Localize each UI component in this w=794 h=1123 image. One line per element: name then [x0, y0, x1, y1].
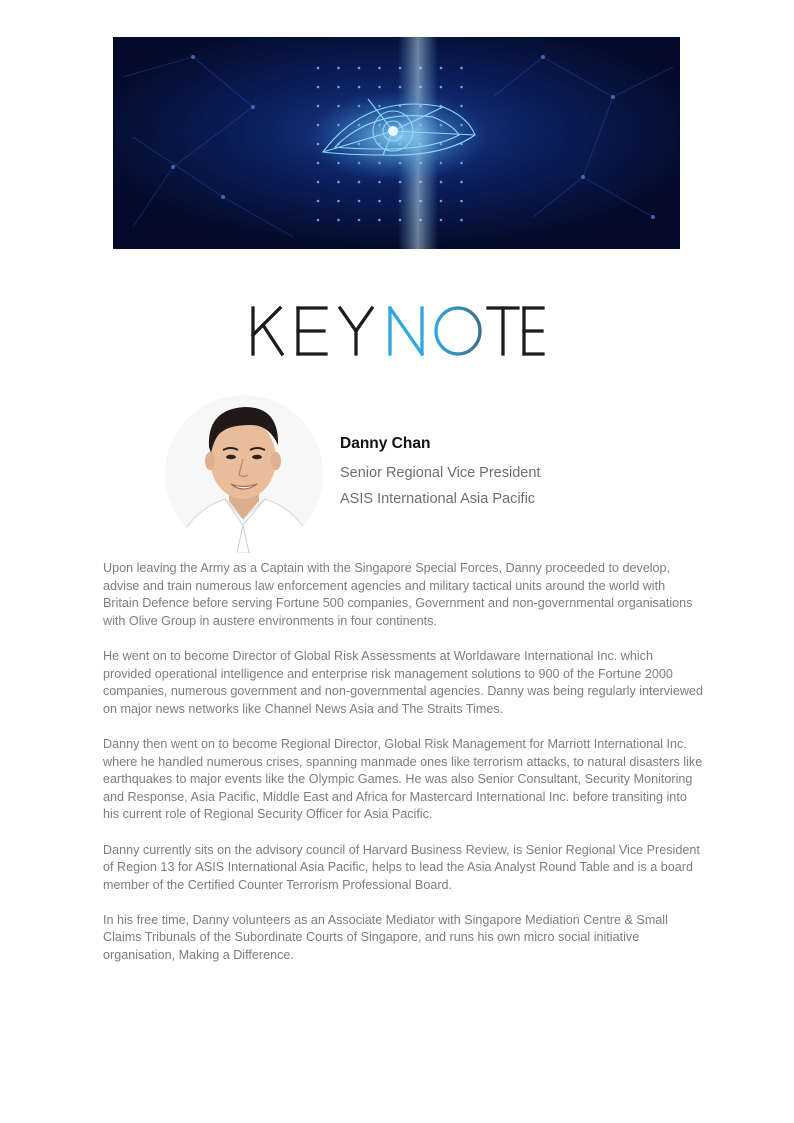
- banner-dot: [440, 181, 443, 184]
- banner-dot: [460, 67, 463, 70]
- banner-dot: [358, 67, 361, 70]
- speaker-title: Senior Regional Vice President: [340, 465, 541, 481]
- banner-dot: [317, 105, 320, 108]
- banner-dot: [317, 181, 320, 184]
- speaker-name: Danny Chan: [340, 435, 431, 452]
- banner-dot: [337, 181, 340, 184]
- bio-paragraph: Upon leaving the Army as a Captain with the Singapore Special Forces, Danny proceeded to develop, advise and train numerous law enforcement agencies and military tactical units around the world with Britain Defence before serving Fortune 500 companies, Government and non-governmental organisations with Olive Group in austere environments in four continents.: [103, 561, 693, 628]
- banner-dot: [317, 200, 320, 203]
- banner-dot: [460, 219, 463, 222]
- banner-dot: [378, 200, 381, 203]
- bio-paragraph: Danny currently sits on the advisory council of Harvard Business Review, is Senior Regional Vice President of Region 13 for ASIS International Asia Pacific, helps to lead the Asia Analyst Round Table and is a board member of the Certified Counter Terrorism Professional Board.: [103, 842, 700, 892]
- banner-dot: [378, 219, 381, 222]
- banner-dot: [317, 86, 320, 89]
- bio-paragraph: Danny then went on to become Regional Director, Global Risk Management for Marriott International Inc. where he handled numerous crises, spanning manmade ones like terrorism attacks, to natural disasters like earthquakes to major events like the Olympic Games. He was also Senior Consultant, Security Monitoring and Response, Asia Pacific, Middle East and Africa for Mastercard International Inc. before transiting into his current role of Regional Security Officer for Asia Pacific.: [103, 736, 703, 822]
- banner-dot: [337, 200, 340, 203]
- banner-dot: [460, 181, 463, 184]
- banner-dot: [440, 86, 443, 89]
- banner-image: [113, 37, 680, 249]
- speaker-photo: [165, 395, 323, 553]
- banner-dot: [337, 86, 340, 89]
- banner-dot: [358, 86, 361, 89]
- banner-dot: [378, 86, 381, 89]
- banner-dot: [337, 67, 340, 70]
- banner-dot: [317, 67, 320, 70]
- banner-dot: [378, 67, 381, 70]
- banner-dot: [358, 181, 361, 184]
- keynote-logo: [250, 305, 545, 357]
- banner-dot: [317, 162, 320, 165]
- banner-dot: [337, 219, 340, 222]
- banner-dot: [358, 200, 361, 203]
- banner-dot: [460, 200, 463, 203]
- speaker-bio: [103, 560, 703, 982]
- bio-paragraph: He went on to become Director of Global Risk Assessments at Worldaware International Inc. which provided operational intelligence and enterprise risk management solutions to 900 of the Fortune 2000 companies, numerous government and non-governmental agencies. Danny was being regularly interviewed on major news networks like Channel News Asia and The Straits Times.: [103, 648, 703, 716]
- portrait-photo: [165, 395, 323, 553]
- banner-dot: [358, 219, 361, 222]
- speaker-info: [340, 434, 540, 512]
- bio-paragraph: In his free time, Danny volunteers as an Associate Mediator with Singapore Mediation Centre & Small Claims Tribunals of the Subordinate Courts of Singapore, and runs his own micro social initiative organisation, Making a Difference.: [103, 912, 668, 963]
- banner-dot: [460, 86, 463, 89]
- banner-dot: [440, 200, 443, 203]
- cyber-eye-icon: [113, 37, 680, 249]
- banner-dot: [440, 67, 443, 70]
- speaker-organization: ASIS International Asia Pacific: [340, 491, 536, 507]
- banner-dot: [317, 219, 320, 222]
- banner-dot: [440, 219, 443, 222]
